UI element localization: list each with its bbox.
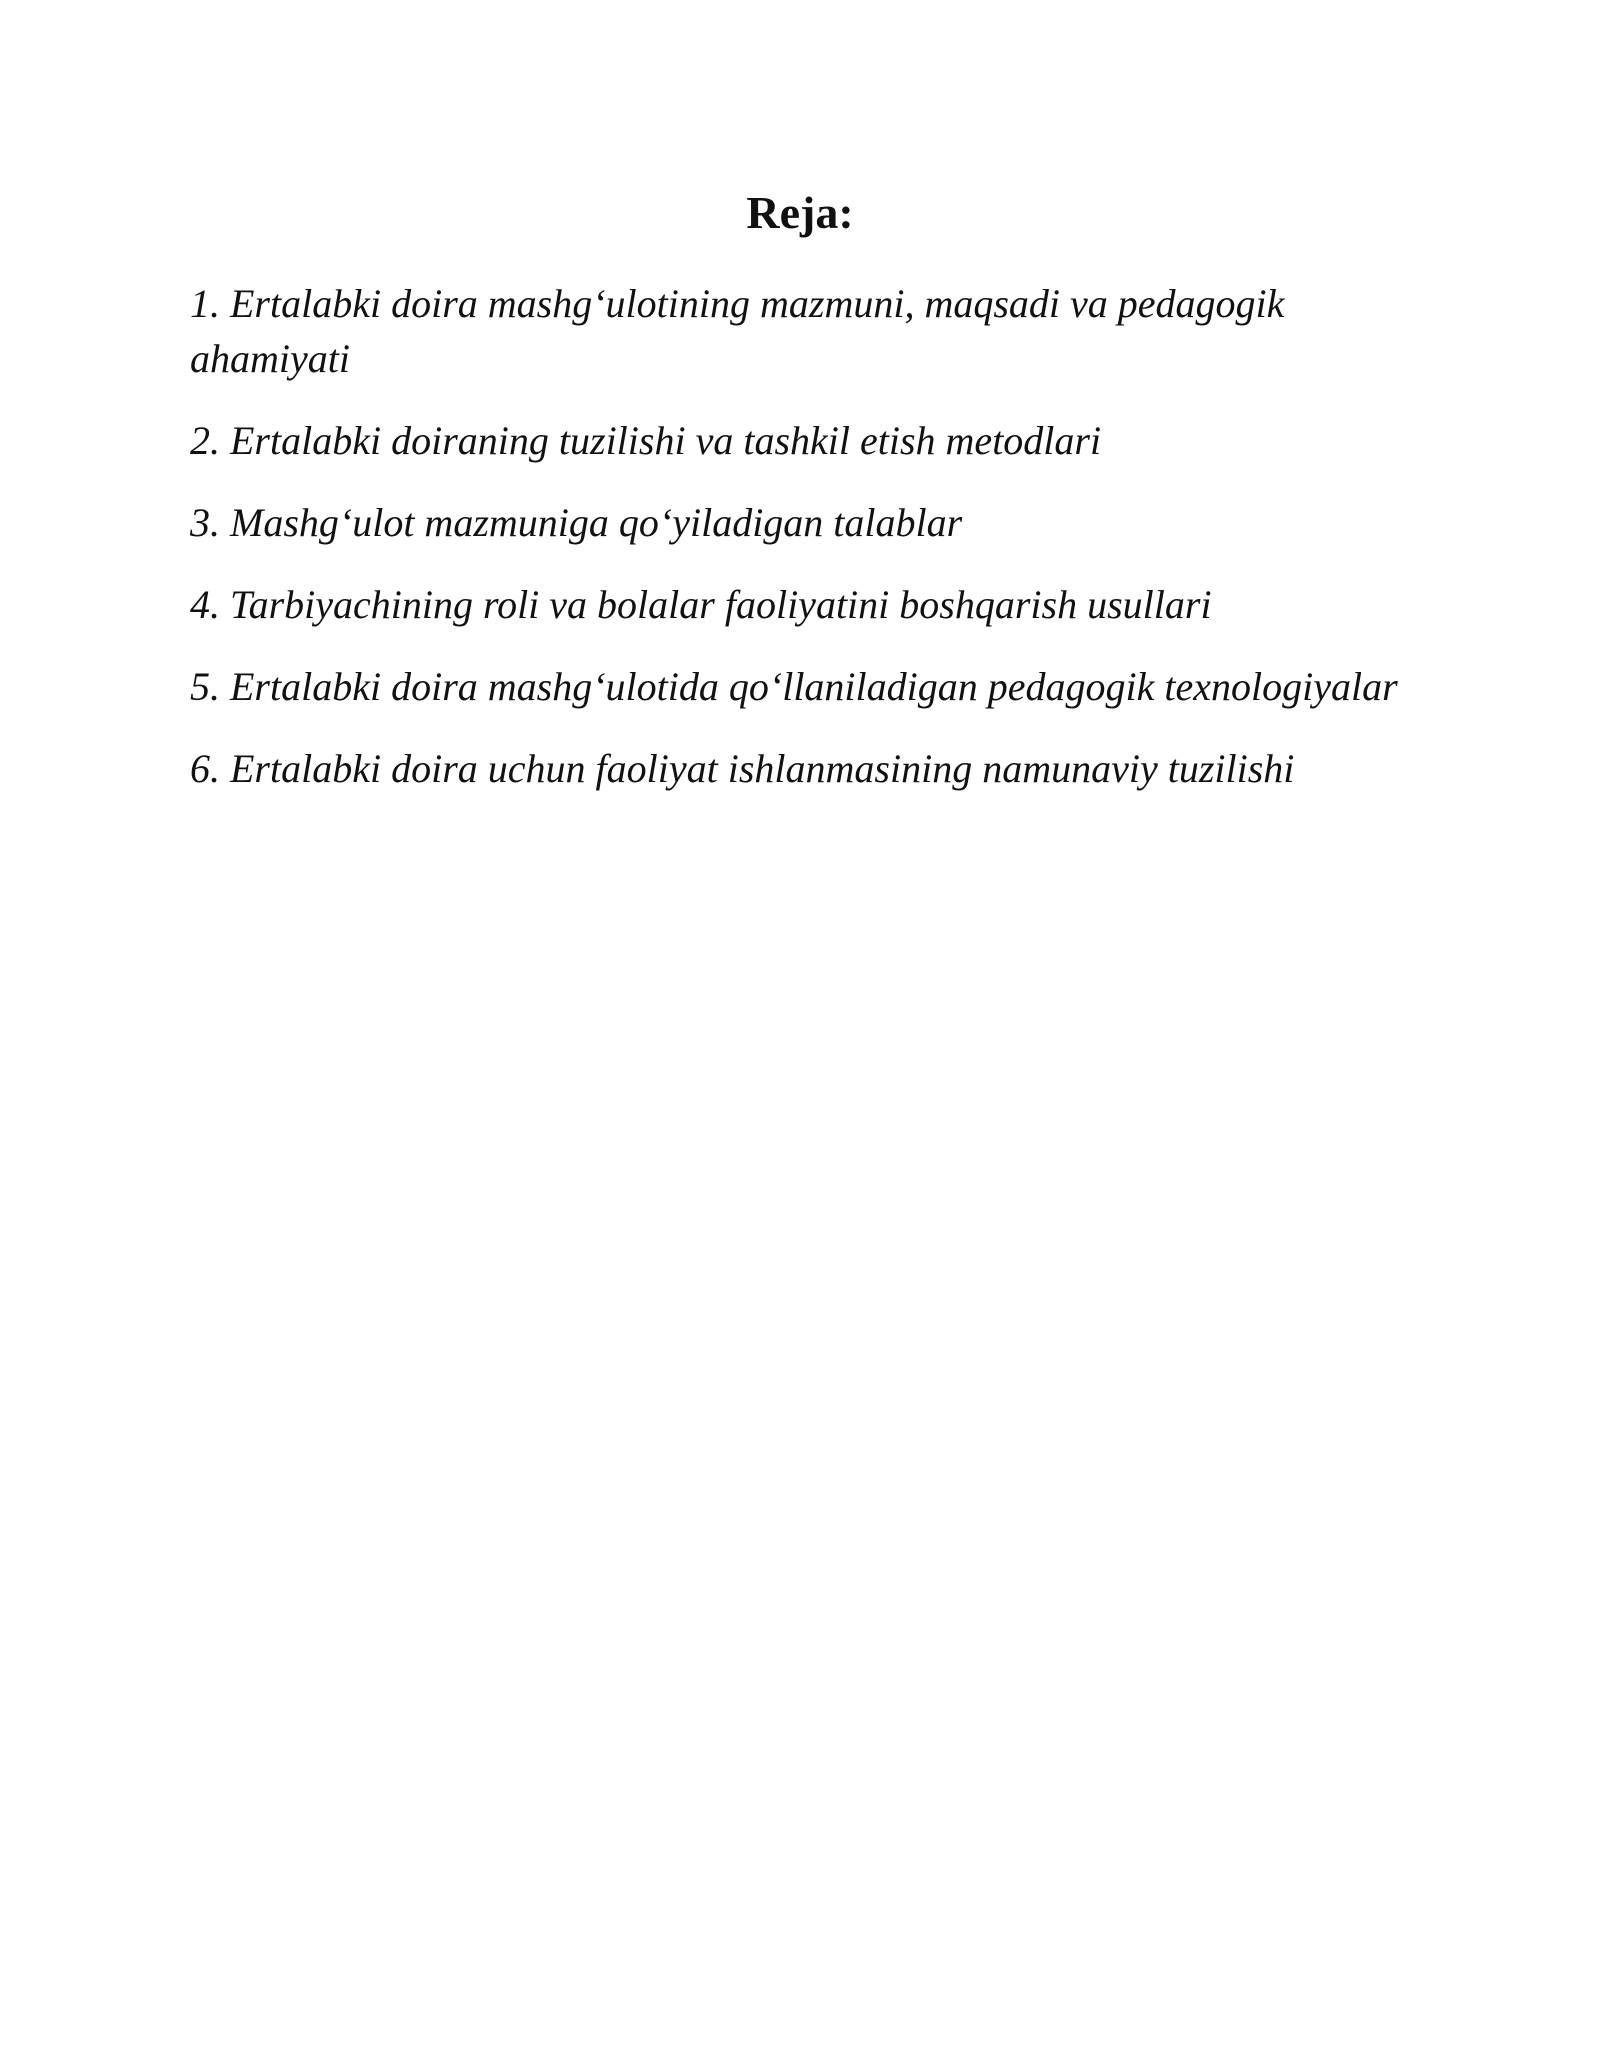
plan-item-5: 5. Ertalabki doira mashg‘ulotida qo‘llaniladigan pedagogik texnologiyalar (190, 664, 1398, 709)
plan-list (190, 276, 1410, 823)
plan-item-2: 2. Ertalabki doiraning tuzilishi va tashkil etish metodlari (190, 418, 1102, 463)
plan-item-1: 1. Ertalabki doira mashg‘ulotining mazmuni, maqsadi va pedagogik ahamiyati (190, 281, 1285, 381)
page-title: Reja: (746, 187, 854, 238)
plan-item-4: 4. Tarbiyachining roli va bolalar faoliyatini boshqarish usullari (190, 582, 1212, 627)
plan-item-3: 3. Mashg‘ulot mazmuniga qo‘yiladigan talablar (190, 500, 963, 545)
plan-item-6: 6. Ertalabki doira uchun faoliyat ishlanmasining namunaviy tuzilishi (190, 746, 1295, 791)
